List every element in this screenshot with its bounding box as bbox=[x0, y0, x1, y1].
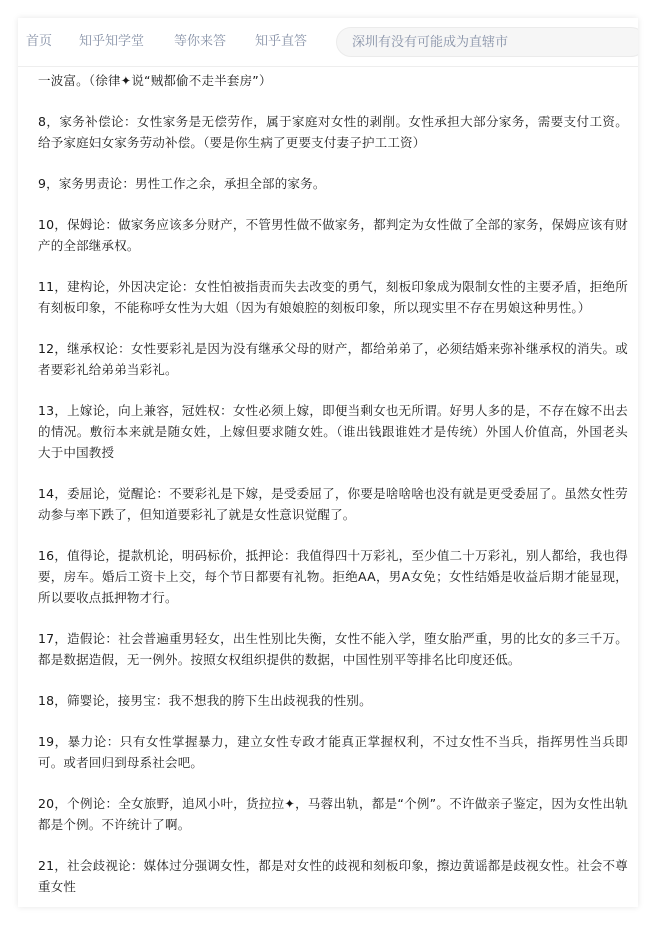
nav-zhixuetang[interactable]: 知乎知学堂 bbox=[79, 34, 145, 49]
top-navigation-bar bbox=[18, 18, 638, 67]
paragraph: 11，建构论，外因决定论：女性怕被指责而失去改变的勇气，刻板印象成为限制女性的主要矛盾，拒绝所有刻板印象，不能称呼女性为大姐（因为有娘娘腔的刻板印象，所以现实里不存在男娘这种男性。） bbox=[38, 279, 628, 315]
search-input[interactable] bbox=[337, 28, 632, 56]
paragraph: 12，继承权论：女性要彩礼是因为没有继承父母的财产，都给弟弟了，必须结婚来弥补继承权的消失。或者要彩礼给弟弟当彩礼。 bbox=[38, 341, 628, 377]
paragraph: 16，值得论，提款机论，明码标价，抵押论：我值得四十万彩礼，至少值二十万彩礼，别人都给，我也得要，房车。婚后工资卡上交，每个节日都要有礼物。拒绝AA，男A女免；女性结婚是收益后期才能显现，所以要收点抵押物才行。 bbox=[38, 548, 628, 605]
nav-home[interactable]: 首页 bbox=[26, 34, 53, 49]
answer-content bbox=[38, 70, 628, 907]
paragraph: 一波富。（徐律✦说“贼都偷不走半套房”） bbox=[38, 73, 272, 88]
paragraph: 10，保姆论：做家务应该多分财产，不管男性做不做家务，都判定为女性做了全部的家务，保姆应该有财产的全部继承权。 bbox=[38, 217, 628, 253]
paragraph: 14，委屈论，觉醒论：不要彩礼是下嫁，是受委屈了，你要是啥啥啥也没有就是更受委屈了。虽然女性劳动参与率下跌了，但知道要彩礼了就是女性意识觉醒了。 bbox=[38, 486, 628, 522]
nav-zhida[interactable]: 知乎直答 bbox=[255, 34, 308, 49]
paragraph: 18，筛婴论，接男宝：我不想我的胯下生出歧视我的性别。 bbox=[38, 693, 372, 708]
paragraph: 20，个例论：全女旅野，追风小叶，货拉拉✦，马蓉出轨，都是“个例”。不许做亲子鉴定，因为女性出轨都是个例。不许统计了啊。 bbox=[38, 796, 628, 832]
paragraph: 19，暴力论：只有女性掌握暴力，建立女性专政才能真正掌握权利，不过女性不当兵，指挥男性当兵即可。或者回归到母系社会吧。 bbox=[38, 734, 628, 770]
search-box[interactable] bbox=[336, 27, 638, 57]
paragraph: 17，造假论：社会普遍重男轻女，出生性别比失衡，女性不能入学，堕女胎严重，男的比女的多三千万。都是数据造假，无一例外。按照女权组织提供的数据，中国性别平等排名比印度还低。 bbox=[38, 631, 628, 667]
browser-viewport bbox=[18, 18, 638, 907]
paragraph: 9，家务男责论：男性工作之余，承担全部的家务。 bbox=[38, 176, 326, 191]
paragraph: 13，上嫁论，向上兼容，冠姓权：女性必须上嫁，即便当剩女也无所谓。好男人多的是，不存在嫁不出去的情况。敷衍本来就是随女姓，上嫁但要求随女姓。（谁出钱跟谁姓才是传统）外国人价值高，外国老头大于中国教授 bbox=[38, 403, 628, 460]
paragraph: 8，家务补偿论：女性家务是无偿劳作，属于家庭对女性的剥削。女性承担大部分家务，需要支付工资。给予家庭妇女家务劳动补偿。（要是你生病了更要支付妻子护工工资） bbox=[38, 114, 628, 150]
nav-waiting-for-answers[interactable]: 等你来答 bbox=[174, 34, 227, 49]
paragraph: 21，社会歧视论：媒体过分强调女性，都是对女性的歧视和刻板印象，擦边黄谣都是歧视女性。社会不尊重女性 bbox=[38, 858, 628, 894]
